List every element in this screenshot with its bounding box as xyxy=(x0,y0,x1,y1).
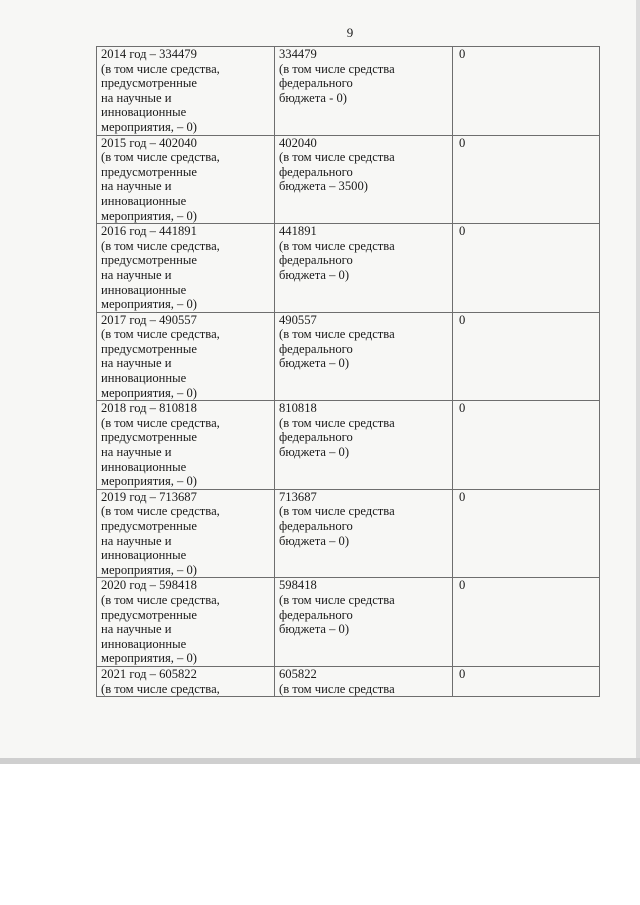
cell-line: на научные и xyxy=(101,445,172,460)
cell-other xyxy=(453,135,600,224)
cell-budget xyxy=(275,135,453,224)
cell-line: инновационные xyxy=(101,282,187,297)
cell-line: на научные и xyxy=(101,622,172,637)
cell-line: мероприятия, – 0) xyxy=(101,474,197,489)
cell-year-total xyxy=(97,47,275,136)
cell-line: 598418 xyxy=(279,578,317,593)
cell-value: 0 xyxy=(459,489,466,504)
cell-line: инновационные xyxy=(101,371,187,386)
cell-line: 2017 год – 490557 xyxy=(101,312,197,327)
cell-line: федерального xyxy=(279,519,353,533)
cell-line: (в том числе средства, xyxy=(101,681,220,696)
cell-line: 2018 год – 810818 xyxy=(101,401,197,416)
cell-line: инновационные xyxy=(101,193,187,208)
cell-line: бюджета - 0) xyxy=(279,90,347,105)
cell-line: (в том числе средства xyxy=(279,150,395,165)
cell-line: мероприятия, – 0) xyxy=(101,385,197,400)
cell-year-total xyxy=(97,312,275,401)
cell-line: 2021 год – 605822 xyxy=(101,666,197,681)
cell-line: бюджета – 0) xyxy=(279,622,350,637)
cell-other xyxy=(453,401,600,490)
cell-line: инновационные xyxy=(101,459,187,474)
cell-line: инновационные xyxy=(101,548,187,563)
table-row xyxy=(97,312,600,401)
cell-value: 0 xyxy=(459,666,466,681)
cell-line: 490557 xyxy=(279,312,317,327)
cell-line: 605822 xyxy=(279,666,317,681)
cell-line: предусмотренные xyxy=(101,430,197,445)
cell-line: инновационные xyxy=(101,105,187,120)
cell-value: 0 xyxy=(459,135,466,150)
cell-line: 810818 xyxy=(279,401,317,416)
cell-line: на научные и xyxy=(101,267,172,282)
cell-other xyxy=(453,224,600,313)
cell-line: (в том числе средства, xyxy=(101,504,220,519)
cell-budget xyxy=(275,578,453,667)
cell-other xyxy=(453,578,600,667)
cell-line: 2015 год – 402040 xyxy=(101,135,197,150)
cell-budget xyxy=(275,224,453,313)
cell-line: федерального xyxy=(279,76,353,91)
page-number: 9 xyxy=(346,25,354,40)
table-row xyxy=(97,135,600,224)
cell-line: (в том числе средства, xyxy=(101,238,220,253)
cell-value: 0 xyxy=(459,401,466,416)
cell-value: 0 xyxy=(459,312,466,327)
cell-line: (в том числе средства, xyxy=(101,592,220,607)
cell-line: (в том числе средства xyxy=(279,681,395,696)
cell-line: мероприятия, – 0) xyxy=(101,297,197,312)
cell-line: на научные и xyxy=(101,179,172,194)
cell-line: на научные и xyxy=(101,356,172,371)
table-row xyxy=(97,47,600,136)
cell-year-total xyxy=(97,489,275,578)
cell-budget xyxy=(275,666,453,696)
funding-table-body xyxy=(97,47,600,697)
cell-line: (в том числе средства, xyxy=(101,150,220,165)
cell-line: 2016 год – 441891 xyxy=(101,224,197,239)
cell-line: бюджета – 0) xyxy=(279,533,350,548)
scan-bottom-edge xyxy=(0,758,640,764)
cell-line: мероприятия, – 0) xyxy=(101,562,197,577)
cell-line: федерального xyxy=(279,341,353,356)
cell-line: 334479 xyxy=(279,47,317,61)
cell-year-total xyxy=(97,578,275,667)
cell-line: (в том числе средства xyxy=(279,504,395,519)
cell-line: инновационные xyxy=(101,636,187,651)
table-row xyxy=(97,489,600,578)
cell-line: предусмотренные xyxy=(101,164,197,179)
cell-line: федерального xyxy=(279,430,353,445)
cell-line: 402040 xyxy=(279,135,317,150)
cell-line: предусмотренные xyxy=(101,607,197,622)
cell-line: 2014 год – 334479 xyxy=(101,47,197,61)
cell-value: 0 xyxy=(459,47,466,61)
cell-line: бюджета – 0) xyxy=(279,356,350,371)
cell-budget xyxy=(275,47,453,136)
cell-line: на научные и xyxy=(101,90,172,105)
cell-line: 713687 xyxy=(279,489,317,504)
cell-other xyxy=(453,666,600,696)
cell-line: на научные и xyxy=(101,533,172,548)
cell-line: (в том числе средства xyxy=(279,327,395,342)
cell-line: (в том числе средства xyxy=(279,592,395,607)
cell-line: бюджета – 0) xyxy=(279,267,350,282)
cell-line: федерального xyxy=(279,253,353,268)
cell-line: (в том числе средства xyxy=(279,238,395,253)
cell-line: мероприятия, – 0) xyxy=(101,651,197,666)
table-row xyxy=(97,666,600,696)
cell-line: мероприятия, – 0) xyxy=(101,119,197,134)
cell-budget xyxy=(275,312,453,401)
funding-table xyxy=(96,46,600,697)
cell-other xyxy=(453,47,600,136)
cell-line: 441891 xyxy=(279,224,317,239)
cell-year-total xyxy=(97,224,275,313)
cell-line: предусмотренные xyxy=(101,341,197,356)
table-row xyxy=(97,224,600,313)
cell-value: 0 xyxy=(459,224,466,239)
cell-year-total xyxy=(97,135,275,224)
cell-line: (в том числе средства xyxy=(279,415,395,430)
cell-line: 2019 год – 713687 xyxy=(101,489,197,504)
cell-value: 0 xyxy=(459,578,466,593)
cell-line: (в том числе средства, xyxy=(101,327,220,342)
cell-line: федерального xyxy=(279,164,353,179)
cell-year-total xyxy=(97,401,275,490)
cell-year-total xyxy=(97,666,275,696)
cell-line: федерального xyxy=(279,607,353,622)
cell-other xyxy=(453,312,600,401)
table-row xyxy=(97,401,600,490)
cell-line: бюджета – 3500) xyxy=(279,179,368,194)
cell-line: мероприятия, – 0) xyxy=(101,208,197,223)
cell-line: (в том числе средства, xyxy=(101,61,220,76)
cell-line: (в том числе средства xyxy=(279,61,395,76)
cell-line: 2020 год – 598418 xyxy=(101,578,197,593)
cell-line: предусмотренные xyxy=(101,76,197,91)
cell-line: (в том числе средства, xyxy=(101,415,220,430)
cell-line: предусмотренные xyxy=(101,253,197,268)
cell-other xyxy=(453,489,600,578)
cell-line: бюджета – 0) xyxy=(279,445,350,460)
cell-line: предусмотренные xyxy=(101,519,197,533)
cell-budget xyxy=(275,401,453,490)
cell-budget xyxy=(275,489,453,578)
table-row xyxy=(97,578,600,667)
